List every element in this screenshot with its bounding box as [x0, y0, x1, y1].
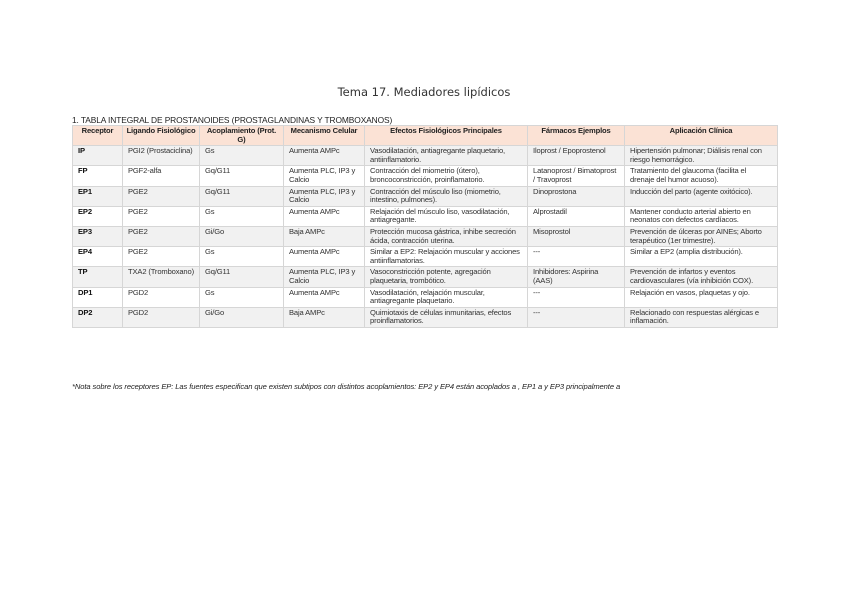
ligand-cell: PGD2 [123, 307, 200, 327]
drugs-cell: --- [528, 307, 625, 327]
effects-cell: Contracción del miometrio (útero), broncoconstricción, proinflamatorio. [365, 166, 528, 186]
drugs-cell: Inhibidores: Aspirina (AAS) [528, 267, 625, 287]
ligand-cell: PGE2 [123, 206, 200, 226]
table-header-row [73, 126, 778, 146]
drugs-cell: --- [528, 247, 625, 267]
table-row [73, 267, 778, 287]
ligand-cell: PGE2 [123, 247, 200, 267]
column-header: Receptor [73, 126, 123, 146]
ligand-cell: PGI2 (Prostaciclina) [123, 146, 200, 166]
coupling-cell: Gs [200, 287, 284, 307]
drugs-cell: Misoprostol [528, 226, 625, 246]
receptor-cell: IP [73, 146, 123, 166]
ligand-cell: PGE2 [123, 186, 200, 206]
receptor-cell: EP4 [73, 247, 123, 267]
clinical-cell: Prevención de úlceras por AINEs; Aborto terapéutico (1er trimestre). [625, 226, 778, 246]
coupling-cell: Gi/Go [200, 307, 284, 327]
table-row [73, 166, 778, 186]
column-header: Acoplamiento (Prot. G) [200, 126, 284, 146]
receptor-cell: FP [73, 166, 123, 186]
clinical-cell: Relajación en vasos, plaquetas y ojo. [625, 287, 778, 307]
effects-cell: Relajación del músculo liso, vasodilatación, antiagregante. [365, 206, 528, 226]
ligand-cell: TXA2 (Tromboxano) [123, 267, 200, 287]
mechanism-cell: Aumenta AMPc [284, 206, 365, 226]
receptor-cell: DP2 [73, 307, 123, 327]
coupling-cell: Gq/G11 [200, 166, 284, 186]
table-row [73, 146, 778, 166]
effects-cell: Vasodilatación, relajación muscular, antiagregante plaquetario. [365, 287, 528, 307]
table-row [73, 247, 778, 267]
effects-cell: Vasodilatación, antiagregante plaquetario, antiinflamatorio. [365, 146, 528, 166]
ligand-cell: PGF2-alfa [123, 166, 200, 186]
drugs-cell: Alprostadil [528, 206, 625, 226]
coupling-cell: Gs [200, 206, 284, 226]
effects-cell: Similar a EP2: Relajación muscular y acciones antiinflamatorias. [365, 247, 528, 267]
mechanism-cell: Baja AMPc [284, 226, 365, 246]
coupling-cell: Gi/Go [200, 226, 284, 246]
table-row [73, 206, 778, 226]
coupling-cell: Gs [200, 247, 284, 267]
coupling-cell: Gq/G11 [200, 186, 284, 206]
mechanism-cell: Aumenta AMPc [284, 247, 365, 267]
receptor-cell: TP [73, 267, 123, 287]
mechanism-cell: Baja AMPc [284, 307, 365, 327]
prostanoid-table [72, 125, 778, 328]
effects-cell: Vasoconstricción potente, agregación plaquetaria, trombótico. [365, 267, 528, 287]
receptor-cell: EP1 [73, 186, 123, 206]
column-header: Fármacos Ejemplos [528, 126, 625, 146]
table-row [73, 287, 778, 307]
coupling-cell: Gs [200, 146, 284, 166]
effects-cell: Protección mucosa gástrica, inhibe secreción ácida, contracción uterina. [365, 226, 528, 246]
coupling-cell: Gq/G11 [200, 267, 284, 287]
ligand-cell: PGE2 [123, 226, 200, 246]
receptor-cell: DP1 [73, 287, 123, 307]
mechanism-cell: Aumenta AMPc [284, 287, 365, 307]
column-header: Ligando Fisiológico [123, 126, 200, 146]
mechanism-cell: Aumenta PLC, IP3 y Calcio [284, 166, 365, 186]
ligand-cell: PGD2 [123, 287, 200, 307]
clinical-cell: Tratamiento del glaucoma (facilita el drenaje del humor acuoso). [625, 166, 778, 186]
mechanism-cell: Aumenta PLC, IP3 y Calcio [284, 267, 365, 287]
clinical-cell: Inducción del parto (agente oxitócico). [625, 186, 778, 206]
clinical-cell: Similar a EP2 (amplia distribución). [625, 247, 778, 267]
mechanism-cell: Aumenta PLC, IP3 y Calcio [284, 186, 365, 206]
table-row [73, 186, 778, 206]
table-caption: 1. TABLA INTEGRAL DE PROSTANOIDES (PROSTAGLANDINAS Y TROMBOXANOS) [72, 115, 393, 125]
effects-cell: Quimiotaxis de células inmunitarias, efectos proinflamatorios. [365, 307, 528, 327]
table-row [73, 226, 778, 246]
table-row [73, 307, 778, 327]
column-header: Mecanismo Celular [284, 126, 365, 146]
receptor-cell: EP2 [73, 206, 123, 226]
receptor-cell: EP3 [73, 226, 123, 246]
mechanism-cell: Aumenta AMPc [284, 146, 365, 166]
footnote: *Nota sobre los receptores EP: Las fuentes especifican que existen subtipos con distintos acoplamientos: EP2 y EP4 están acoplados a , EP1 a y EP3 principalmente a [72, 382, 621, 391]
column-header: Efectos Fisiológicos Principales [365, 126, 528, 146]
drugs-cell: --- [528, 287, 625, 307]
clinical-cell: Hipertensión pulmonar; Diálisis renal con riesgo hemorrágico. [625, 146, 778, 166]
effects-cell: Contracción del músculo liso (miometrio, intestino, pulmones). [365, 186, 528, 206]
clinical-cell: Mantener conducto arterial abierto en neonatos con defectos cardíacos. [625, 206, 778, 226]
drugs-cell: Dinoprostona [528, 186, 625, 206]
clinical-cell: Prevención de infartos y eventos cardiovasculares (vía inhibición COX). [625, 267, 778, 287]
column-header: Aplicación Clínica [625, 126, 778, 146]
document-title: Tema 17. Mediadores lipídicos [337, 85, 511, 99]
clinical-cell: Relacionado con respuestas alérgicas e inflamación. [625, 307, 778, 327]
drugs-cell: Iloprost / Epoprostenol [528, 146, 625, 166]
drugs-cell: Latanoprost / Bimatoprost / Travoprost [528, 166, 625, 186]
